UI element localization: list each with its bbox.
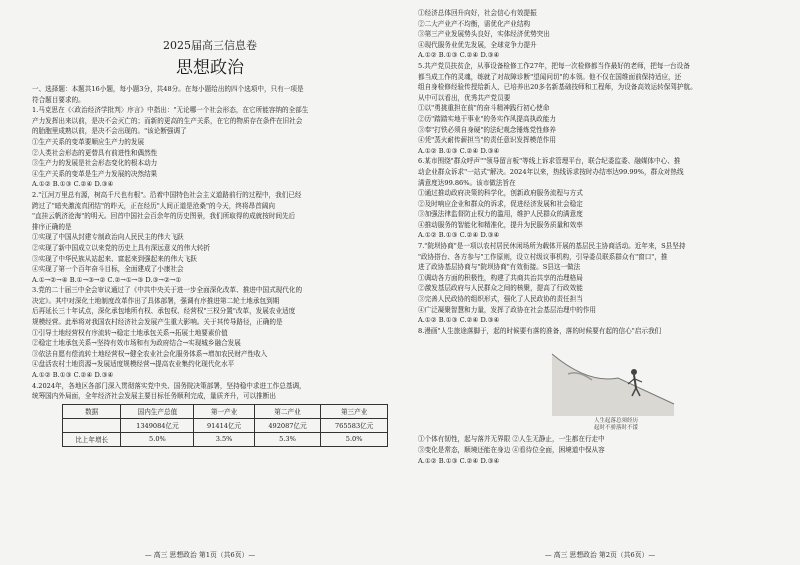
text-line: ①生产关系的变革要顺应生产力的发展 — [32, 137, 145, 146]
page-2 — [400, 0, 800, 565]
cartoon-caption-line: 人生起落总须经历 — [593, 418, 639, 425]
text-line: 8.漫画"人生旅途落脚于，起的时候要有落的准备，落的时候要有起的信心"启示我们 — [418, 326, 662, 335]
text-line: 7."院坝协商"是一项以农村居民休闲场所为载体开展的基层民主协商活动。近年来，S县坚持 — [418, 242, 686, 251]
table-cell: 比上年增长 — [63, 432, 121, 446]
text-line: ④盘活农村土地资源→发展适度规模经营→提高农业集约化现代化水平 — [32, 360, 235, 369]
text-line: 组自身检修经验传授给新人，已培养出20多名新基础技师和工程师，为设备高效运转保驾护航。 — [418, 83, 697, 92]
table-cell: 第三产业 — [321, 404, 388, 418]
table-cell: 5.3% — [254, 432, 321, 446]
text-line: 3.党的二十届三中全会审议通过了《中共中央关于进一步全面深化改革、推进中国式现代化的 — [32, 286, 303, 295]
text-line: ④现代服务业优先发展，全球竞争力提升 — [418, 40, 537, 49]
text-line: A.①② B.①③ C.②④ D.③④ — [418, 146, 500, 155]
text-line: 一、选择题：本题共16小题，每小题3分，共48分。在每小题给出的四个选项中，只有一项是 — [32, 85, 304, 93]
text-line: 后再延长三十年试点，深化承包地所有权、承包权、经营权"三权分置"改革，发展农业适度 — [32, 307, 296, 316]
text-line: ③变化是常态，顺境还能在身边 ④看待位全面，困境道中保从容 — [418, 446, 605, 454]
text-line: ①通过推动政府决策的科学化，创新政府服务流程与方式 — [418, 189, 583, 198]
text-line: A.①② B.①③ C.②④ D.③④ — [418, 316, 500, 325]
text-line: 2."江河万里总有源，树高千尺也有根"。沿着中国特色社会主义道路前行的过程中，我们已经 — [32, 190, 302, 199]
text-line: ④凭"蒸火耐传薪担当"的责任意识发挥模范作用 — [418, 136, 556, 145]
table-row — [63, 432, 388, 446]
text-line: A.①② B.①③ C.②④ D.③④ — [418, 231, 500, 240]
text-line: 从中可以看出，优秀共产党员要 — [418, 93, 511, 102]
text-line: ①个体有韧性，起与落并无界限 ②人生无静止，一生都在行走中 — [418, 435, 605, 444]
text-line: ②二大产业产不均衡，需优化产业结构 — [418, 19, 531, 28]
page-2-footer: — 高三 思想政治 第2页（共6页）— — [544, 551, 656, 559]
text-line: 跨过了"暗夹激流真团结"的昨天，正在经历"人间正道是沧桑"的今天，终将昂首阔向 — [32, 201, 275, 210]
exam-title: 2025届高三信息卷 — [163, 39, 257, 52]
text-line: ①经济总体回升向好，社会信心有效提振 — [418, 9, 537, 17]
text-line: 满意度达99.86%。该市做法旨在 — [418, 178, 516, 187]
text-line: 决定》。其中对深化土地制度改革作出了具体部署，强调有序推进第二轮土地承包到期 — [32, 296, 280, 305]
table-cell: 91414亿元 — [194, 418, 254, 432]
text-line: ②历"踏踏实地干事业"的务实作风提高执政能力 — [418, 114, 556, 123]
text-line: 统筹国内外局面，全年经济社会发展主要目标任务顺利完成，量质齐升，可以推断出 — [32, 392, 276, 401]
text-line: ③奉"打铁必须自身硬"的法纪观念锤炼党性修养 — [418, 125, 556, 134]
text-line: 符合题目要求的。 — [32, 95, 85, 104]
cartoon-image — [548, 344, 678, 430]
text-line: ③完善人民政协的组织形式，强化了人民政协的责任担当 — [418, 295, 583, 304]
exam-subject: 思想政治 — [176, 58, 244, 78]
table-cell: 5.0% — [121, 432, 194, 446]
cartoon-caption-line: 起时不骄落时不馁 — [593, 425, 639, 431]
cartoon-illustration — [548, 344, 678, 430]
text-line: 进了政协基层协商与"院坝协商"有效衔接。S县这一做法 — [418, 263, 581, 272]
table-row — [63, 418, 388, 432]
text-line: 5.共产党员扶贫企，从事设备检修工作27年，把每一次检修都当作最好的老师，把每一台设备 — [418, 61, 690, 70]
text-line: ②及时响应企业和群众的诉求，促进经济发展和社会稳定 — [418, 199, 583, 208]
text-line: ④推动服务的智能化和精准化，提升为民服务质量和效率 — [418, 220, 583, 229]
table-cell: 5.0% — [321, 432, 388, 446]
text-line: ②稳定土地承包关系→坚持有效市场和有为政府结合→实现城乡融合发展 — [32, 339, 241, 348]
text-line: A.①② B.①③ C.②④ D.③④ — [32, 180, 114, 189]
text-line: 都当成工作的灵魂，练就了对故障诊断"望闻问切"的本领。他不仅在国维面前保持适应，还 — [418, 72, 682, 81]
text-line: ②实现了新中国成立以来党的历史上具有深远意义的伟大转折 — [32, 243, 211, 252]
text-line: "直挂云帆济沧海"的明天。回首中国社会百余年的历史图景，我们所取得的成就按时间先后 — [32, 212, 296, 221]
table-cell: 第一产业 — [194, 404, 254, 418]
text-line: ③生产力的发展是社会形态变化的根本动力 — [32, 159, 158, 168]
text-line: ①调动各方面的积极性，构建了共商共治共享的治理格局 — [418, 273, 583, 282]
text-line: ②激发基层政府与人民群众之间的核聚，提高了行政效能 — [418, 284, 583, 293]
gdp-table — [62, 404, 388, 447]
text-line: ③依法自愿有偿流转土地经营权→健全农业社会化服务体系→增加农民财产性收入 — [32, 349, 268, 358]
table-cell: 492087亿元 — [254, 418, 321, 432]
table-cell: 1349084亿元 — [121, 418, 194, 432]
text-line: 规模经营。此举将对我国农村经济社会发展产生重大影响。关于其传导路径，正确的是 — [32, 318, 283, 327]
page-1-footer: — 高三 思想政治 第1页（共6页）— — [144, 551, 256, 559]
page-2-text — [418, 8, 788, 336]
text-line: ③加强法律监督防止权力的滥用，维护人民群众的满意度 — [418, 210, 583, 219]
text-line: A.①② B.①③ C.②④ D.③④ — [32, 371, 114, 380]
text-line: "政协搭台、各方参与"工作原则，设立村级议事机构，引导委员联系群众有"窗口"，推 — [418, 252, 668, 261]
page-2-options — [418, 434, 788, 466]
text-line: 排序正确的是 — [32, 222, 72, 231]
table-cell: 765583亿元 — [321, 418, 388, 432]
text-line: ④实现了第一个百年奋斗目标，全面建成了小康社会 — [32, 265, 184, 274]
text-line: 的胎胞里成熟以前，是决不会出现的。"该论断强调了 — [32, 127, 187, 136]
text-line: ②人类社会形态的更替具有前进性和偶然性 — [32, 148, 158, 157]
text-line: ③实现了中华民族从站起来、富起来到强起来的伟大飞跃 — [32, 254, 197, 263]
text-line: 产力发挥出来以前，是决不会灭亡的；而新的更高的生产关系，在它的物质存在条件在旧社会 — [32, 116, 303, 125]
text-line: 4.2024年，各地区各部门深入贯彻落实党中央、国务院决策部署，坚持稳中求进工作总基调， — [32, 381, 306, 390]
text-line: ①实现了中国从封建专制政治向人民民主的伟大飞跃 — [32, 233, 184, 242]
text-line: ④广泛凝聚智慧和力量，发挥了政协在社会基层治理中的作用 — [418, 305, 597, 314]
text-line: A.①② B.①③ C.②④ D.③④ — [418, 456, 500, 465]
text-line: 动企业群众诉求"一站式"解决。2024年以来，热线诉求按时办结率达99.99%，群众对热线 — [418, 167, 684, 176]
table-cell: 3.5% — [194, 432, 254, 446]
text-line: 1.马克思在《〈政治经济学批判〉序言》中指出："无论哪一个社会形态，在它所能容纳的全部生 — [32, 106, 309, 115]
text-line: ①以"勇挑重担在前"的奋斗精神践行初心使命 — [418, 104, 550, 113]
text-line: ④生产关系的变革是生产力发展的决然结果 — [32, 169, 158, 178]
text-line: ③第三产业发展势头良好，实体经济优势突出 — [418, 30, 550, 39]
text-line: A.①② B.①③ C.②④ D.③④ — [418, 51, 500, 60]
text-line: ①引导土地经营权有序流转→稳定土地承包关系→拓展土地要素价值 — [32, 328, 228, 337]
table-cell: 第二产业 — [254, 404, 321, 418]
table-row — [63, 404, 388, 418]
text-line: 6.某市围绕"群众呼声""领导留言板"等线上诉求管理平台，联合纪委监委、融媒体中心、推 — [418, 157, 681, 166]
text-line: A.①→②→④ B.①→③→② C.②→①→③ D.③→②→① — [32, 275, 182, 284]
table-cell: 国内生产总值 — [121, 404, 194, 418]
table-cell — [63, 418, 121, 432]
table-cell: 数据 — [63, 404, 121, 418]
page-1-text — [32, 84, 388, 402]
